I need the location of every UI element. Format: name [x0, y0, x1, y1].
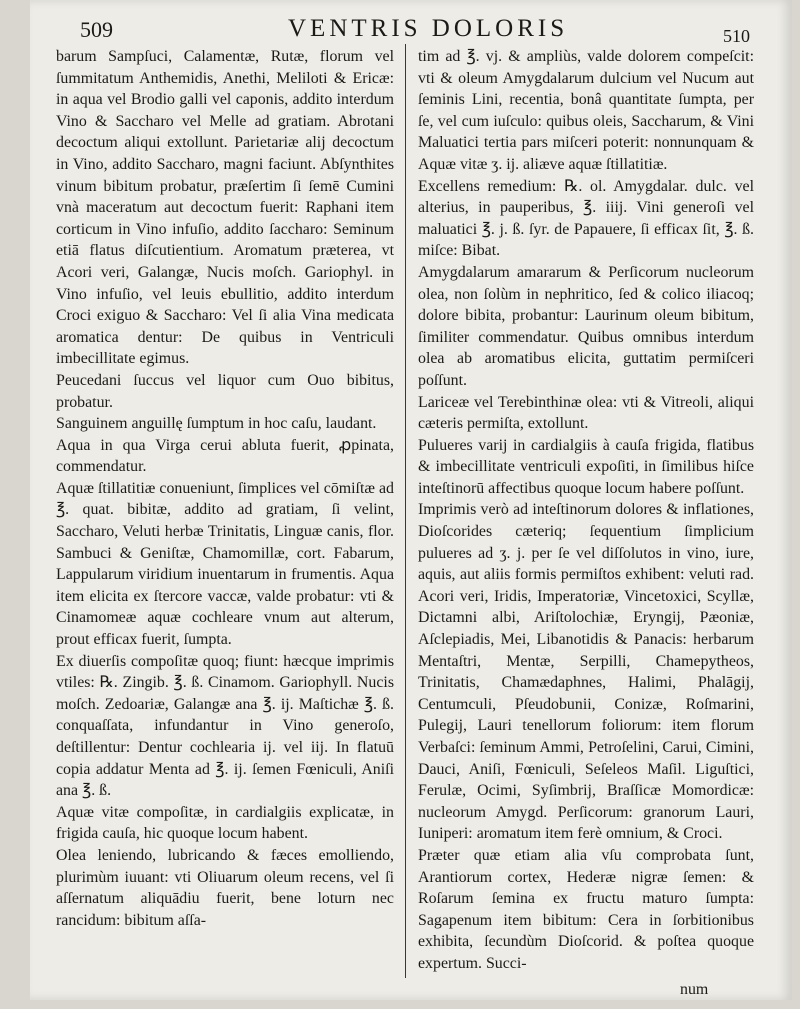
page-number-right: 510 [723, 26, 750, 46]
right-text-column [418, 46, 754, 975]
paragraph: Aquæ vitæ compoſitæ, in cardialgiis explicatæ, in frigida cauſa, hic quoque locum habent. [56, 803, 394, 843]
catchword: num [680, 981, 709, 998]
paragraph: Ex diuerſis compoſitæ quoq; fiunt: hæcque imprimis vtiles: ℞. Zingib. ℥. ß. Cinamom. Gariophyll. Nucis moſch. Zedoariæ, Galangæ ana ℥. ij. Maſtichæ ℥. ß. conquaſſata, infundantur in Vino generoſo, deſtillentur: Dentur cochlearia ij. vel iij. In flatuū copia addatur Menta ad ℥. ij. ſemen Fœniculi, Aniſi ana ℥. ß. [56, 652, 394, 800]
running-title: VENTRIS DOLORIS [288, 15, 569, 42]
paragraph: Aquæ ſtillatitiæ conueniunt, ſimplices vel cōmiſtæ ad ℥. quat. bibitæ, addito ad gratiam, ſi velint, Saccharo, Veluti herbæ Trinitatis, Linguæ canis, flor. Sambuci & Geniſtæ, Chamomillæ, cort. Fabarum, Lappularum viridium inuentarum in frumentis. Aqua item elicita ex ſtercore vaccæ, valde probatur: vti & Cinamomeæ aquæ cochleare vnum aut alterum, prout efficax fuerit, ſumpta. [56, 479, 394, 649]
column-divider [405, 44, 406, 978]
paragraph: barum Sampſuci, Calamentæ, Rutæ, florum vel ſummitatum Anthemidis, Anethi, Meliloti & Ericæ: in aqua vel Brodio galli vel caponis, addito interdum Vino & Saccharo vel Melle ad gratiam. Abrotani decoctum aliqui extollunt. Parietariæ alij decoctum in Vino, addito Saccharo, magni faciunt. Abſynthites vinum bibitum probatur, præſertim ſi ſemē Cumini vnà maceratum aut decoctum fuerit: Raphani item corticum in Vino infuſio, addito ſaccharo: Seminum etiā flatus diſcutientium. Aromatum præterea, vt Acori veri, Galangæ, Nucis moſch. Gariophyl. in Vino infuſio, vel leuis ebullitio, addito interdum Croci exiguo & Saccharo: Vel ſi alia Vina medicata aromatica dentur: De quibus in Ventriculi imbecillitate egimus. [56, 48, 394, 368]
paragraph: Imprimis verò ad inteſtinorum dolores & inflationes, Dioſcorides cæteriq; ſequentium ſimplicium pulueres ad ʒ. j. per ſe vel diſſolutos in vino, iure, aquis, aut aliis formis permiſtos exhibent: veluti rad. Acori veri, Iridis, Imperatoriæ, Vincetoxici, Scyllæ, Dictamni albi, Ariſtolochiæ, Eryngij, Pæoniæ, Aſclepiadis, Mei, Libanotidis & Panacis: herbarum Mentaſtri, Mentæ, Serpilli, Chamepytheos, Trinitatis, Chamædaphnes, Halimi, Phalāgij, Centumculi, Pſeudobunii, Conizæ, Roſmarini, Pulegij, Lauri tenellorum foliorum: item florum Verbaſci: ſeminum Ammi, Petroſelini, Carui, Cimini, Dauci, Aniſi, Fœniculi, Seſeleos Maſil. Liguſtici, Ferulæ, Ocimi, Syſimbrij, Braſſicæ Momordicæ: nucleorum Amygd. Perſicorum: granorum Lauri, Iuniperi: aromatum item ferè omnium, & Croci. [418, 501, 754, 843]
paragraph: Amygdalarum amararum & Perſicorum nucleorum olea, non ſolùm in nephritico, ſed & colico iliacoq; dolore bibita, probantur: Laurinum oleum bibitum, ſimiliter commendatur. Quibus omnibus interdum olea ab aromatibus elicita, guttatim permiſceri poſſunt. [418, 263, 754, 389]
page-number-left: 509 [80, 17, 113, 42]
paragraph: Sanguinem anguillę ſumptum in hoc caſu, laudant. [56, 415, 377, 433]
paragraph: Peucedani ſuccus vel liquor cum Ouo bibitus, probatur. [56, 371, 394, 411]
left-text-column [56, 46, 394, 931]
paragraph: Excellens remedium: ℞. ol. Amygdalar. dulc. vel alterius, in pauperibus, ℥. iiij. Vini generoſi vel maluatici ℥. j. ß. ſyr. de Papauere, ſi efficax ſit, ℥. ß. miſce: Bibat. [418, 177, 754, 260]
paragraph: tim ad ℥. vj. & ampliùs, valde dolorem compeſcit: vti & oleum Amygdalarum dulcium vel Nucum aut ſeminis Lini, recentia, bonâ quantitate ſumpta, per ſe, vel cum iuſculo: quibus oleis, Saccharum, & Vini Maluatici tertia pars miſceri poterit: nonnunquam & Aquæ vitæ ʒ. ij. aliæve aquæ ſtillatitiæ. [418, 48, 754, 173]
paragraph: Olea leniendo, lubricando & fæces emolliendo, plurimùm iuuant: vti Oliuarum oleum recens, vel ſi aſſernatum aliquādiu fuerit, bene loturn nec rancidum: bibitum aſſa- [56, 846, 394, 929]
paragraph: Pulueres varij in cardialgiis à cauſa frigida, flatibus & imbecillitate ventriculi expoſiti, in ſimilibus hiſce inteſtinorū affectibus quoque locum habere poſſunt. [418, 436, 754, 497]
paragraph: Præter quæ etiam alia vſu comprobata ſunt, Arantiorum cortex, Hederæ nigræ ſemen: & Roſarum ſemina ex fructu maturo ſumpta: Sagapenum item bibitum: Cera in ſorbitionibus exhibita, ſecundùm Dioſcorid. & poſtea quoque expertum. Succi- [418, 846, 754, 972]
paragraph: Lariceæ vel Terebinthinæ olea: vti & Vitreoli, aliqui cæteris permiſta, extollunt. [418, 393, 754, 433]
paragraph: Aqua in qua Virga cerui abluta fuerit, ꝓpinata, commendatur. [56, 436, 394, 476]
